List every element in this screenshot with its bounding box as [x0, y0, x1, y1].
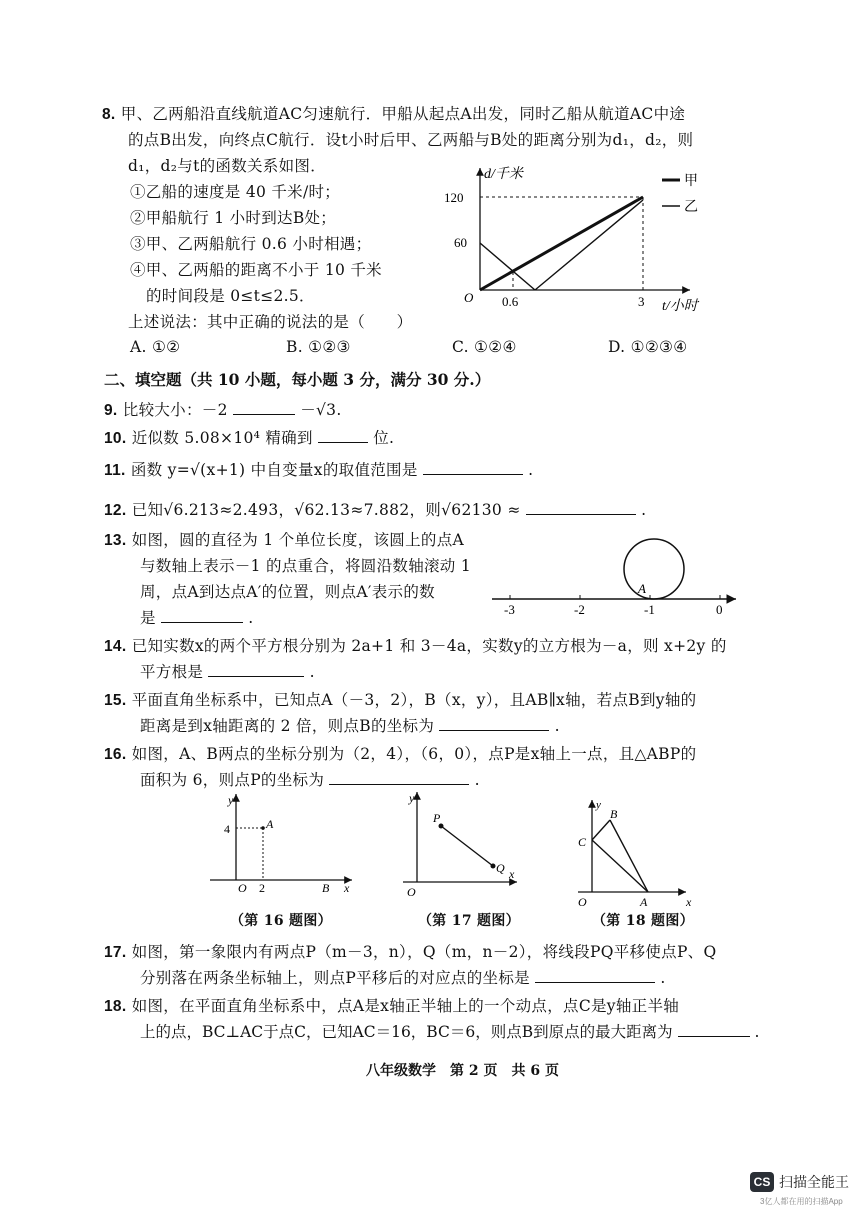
- fig16-caption: （第 16 题图）: [230, 913, 332, 929]
- q16-text-1: 如图，A、B两点的坐标分别为（2，4），（6，0），点P是x轴上一点，且△ABP的: [131, 745, 697, 763]
- q12-number: 12.: [104, 502, 127, 519]
- fig16-a: A: [266, 817, 274, 831]
- q15-number: 15.: [104, 692, 127, 709]
- fig18-x-label: x: [686, 895, 692, 909]
- q13-number: 13.: [104, 532, 127, 549]
- q13-blank[interactable]: [161, 621, 243, 623]
- q16-blank[interactable]: [329, 783, 469, 785]
- q11-pre: 函数 y=√(x+1) 中自变量x的取值范围是: [130, 461, 418, 479]
- fig17-y-label: y: [409, 791, 415, 805]
- q11-blank[interactable]: [423, 473, 523, 475]
- q13-line3: 周，点A到达点A′的位置，则点A′表示的数: [140, 583, 435, 601]
- q13-line1: [104, 528, 464, 550]
- fig17-x-label: x: [509, 867, 515, 881]
- section-heading: 二、填空题（共 10 小题，每小题 3 分，满分 30 分.）: [104, 370, 491, 389]
- q11-post: .: [528, 461, 534, 479]
- fig17-q: Q: [496, 861, 505, 875]
- fig16-two: 2: [259, 881, 265, 895]
- q8-option-c: C. ①②④: [452, 338, 517, 356]
- fig18-a: A: [640, 895, 648, 909]
- q8-graph: [440, 160, 720, 320]
- scanner-logo-icon: CS: [750, 1172, 774, 1192]
- q8-legend-1: 甲: [684, 174, 698, 189]
- q8-line-jia-down: [480, 243, 535, 290]
- q16-post: .: [474, 771, 480, 789]
- q9-number: 9.: [104, 402, 118, 419]
- q18-blank[interactable]: [678, 1035, 750, 1037]
- q14-line2: [140, 660, 315, 682]
- q8-option-a: A. ①②: [130, 338, 181, 356]
- q8-legend-2: 乙: [684, 200, 698, 215]
- fig17-p: P: [433, 811, 441, 825]
- q13-point-a: A: [638, 581, 646, 596]
- q8-ylabel: d/千米: [484, 167, 523, 182]
- q10-blank[interactable]: [318, 441, 368, 443]
- fig18-c: C: [578, 835, 587, 849]
- q16-number: 16.: [104, 746, 127, 763]
- fig18-caption: （第 18 题图）: [592, 913, 694, 929]
- q14-line1: [104, 634, 727, 656]
- q15-line1: [104, 688, 696, 710]
- q13-circle: [624, 539, 684, 599]
- q13-text-1: 如图，圆的直径为 1 个单位长度，该圆上的点A: [131, 531, 464, 549]
- q13-post: .: [248, 609, 254, 627]
- fig18-bc: [592, 820, 610, 840]
- fig16-four: 4: [224, 822, 230, 836]
- q10-pre: 近似数 5.08×10⁴ 精确到: [131, 429, 313, 447]
- q12-post: .: [641, 501, 647, 519]
- q10: [104, 426, 394, 448]
- q11-number: 11.: [104, 462, 126, 479]
- q15-pre: 距离是到x轴距离的 2 倍，则点B的坐标为: [140, 717, 435, 735]
- q8-y60: 60: [454, 235, 467, 250]
- q8-ask: 上述说法：其中正确的说法的是（ ）: [128, 313, 413, 331]
- q13-tick-1: -3: [504, 602, 515, 617]
- q15-post: .: [554, 717, 560, 735]
- fig18-ab: [610, 820, 648, 892]
- q18-line1: [104, 994, 679, 1016]
- q9-pre: 比较大小：－2: [122, 401, 228, 419]
- fig16-x-label: x: [344, 881, 350, 895]
- q16-pre: 面积为 6，则点P的坐标为: [140, 771, 325, 789]
- q14-text-1: 已知实数x的两个平方根分别为 2a+1 和 3－4a，实数y的立方根为－a，则 x+2y 的: [131, 637, 727, 655]
- q9-blank[interactable]: [233, 413, 295, 415]
- q17-post: .: [660, 969, 666, 987]
- q10-number: 10.: [104, 430, 127, 447]
- q14-post: .: [309, 663, 315, 681]
- fig18: [570, 794, 700, 912]
- q8-statement-3: ③甲、乙两船航行 0.6 小时相遇；: [130, 235, 372, 253]
- q13-tick-4: 0: [716, 602, 723, 617]
- q8-x3: 3: [638, 294, 645, 309]
- fig18-b: B: [610, 807, 618, 821]
- q18-text-1: 如图，在平面直角坐标系中，点A是x轴正半轴上的一个动点，点C是y轴正半轴: [131, 997, 680, 1015]
- q8-statement-4b: 的时间段是 0≤t≤2.5．: [146, 287, 315, 305]
- q8-statement-4: ④甲、乙两船的距离不小于 10 千米: [130, 261, 382, 279]
- scanner-app-tagline: 3亿人都在用的扫描App: [760, 1197, 843, 1206]
- q9: [104, 398, 342, 420]
- q9-post: －√3.: [300, 401, 342, 419]
- fig17-segment-pq: [441, 826, 493, 866]
- q16-line1: [104, 742, 696, 764]
- q13-line2: 与数轴上表示－1 的点重合，将圆沿数轴滚动 1: [140, 557, 471, 575]
- q8-statement-2: ②甲船航行 1 小时到达B处；: [130, 209, 337, 227]
- q13-tick-2: -2: [574, 602, 585, 617]
- q11: [104, 458, 533, 480]
- q17-number: 17.: [104, 944, 127, 961]
- q8-statement-1: ①乙船的速度是 40 千米/时；: [130, 183, 341, 201]
- q13-pre: 是: [140, 609, 156, 627]
- q13-line4: [140, 606, 254, 628]
- q14-blank[interactable]: [208, 675, 304, 677]
- q8-line2: 的点B出发，向终点C航行．设t小时后甲、乙两船与B处的距离分别为d₁，d₂，则: [128, 131, 694, 149]
- q17-line1: [104, 940, 716, 962]
- q15-blank[interactable]: [439, 729, 549, 731]
- q17-blank[interactable]: [535, 981, 655, 983]
- fig16: [200, 788, 360, 904]
- fig18-y-label: y: [596, 799, 601, 811]
- q8-xlabel: t/小时: [662, 299, 698, 314]
- q14-pre: 平方根是: [140, 663, 204, 681]
- q8-option-d: D. ①②③④: [608, 338, 688, 356]
- fig17-caption: （第 17 题图）: [418, 913, 520, 929]
- q18-number: 18.: [104, 998, 127, 1015]
- q12-pre: 已知√6.213≈2.493，√62.13≈7.882，则√62130 ≈: [131, 501, 521, 519]
- q8-line1: [102, 102, 685, 124]
- fig18-ac: [592, 840, 648, 892]
- q8-option-b: B. ①②③: [286, 338, 351, 356]
- q17-text-1: 如图，第一象限内有两点P（m－3，n），Q（m，n－2），将线段PQ平移使点P、Q: [131, 943, 717, 961]
- q8-line-yi: [535, 200, 643, 290]
- q15-line2: [140, 714, 560, 736]
- fig16-origin: O: [238, 881, 247, 895]
- q14-number: 14.: [104, 638, 127, 655]
- scanner-app-name: 扫描全能王: [779, 1174, 849, 1190]
- q8-x06: 0.6: [502, 294, 519, 309]
- q10-post: 位.: [373, 429, 395, 447]
- q8-line-jia: [480, 197, 643, 290]
- fig18-origin: O: [578, 895, 587, 909]
- q13-figure: [488, 535, 748, 617]
- q17-line2: [140, 966, 666, 988]
- q12: [104, 498, 646, 520]
- q18-pre: 上的点，BC⊥AC于点C，已知AC＝16，BC＝6，则点B到原点的最大距离为: [140, 1023, 673, 1041]
- q8-y120: 120: [444, 190, 464, 205]
- q18-post: .: [754, 1023, 760, 1041]
- q8-number: 8.: [102, 106, 116, 123]
- q13-tick-3: -1: [644, 602, 655, 617]
- fig16-b: B: [322, 881, 330, 895]
- q8-origin: O: [464, 290, 474, 305]
- fig17-origin: O: [407, 885, 416, 899]
- fig16-y-label: y: [228, 793, 234, 807]
- q15-text-1: 平面直角坐标系中，已知点A（－3，2），B（x，y），且AB∥x轴，若点B到y轴的: [131, 691, 697, 709]
- q8-text-1: 甲、乙两船沿直线航道AC匀速航行．甲船从起点A出发，同时乙船从航道AC中途: [120, 105, 686, 123]
- q17-pre: 分别落在两条坐标轴上，则点P平移后的对应点的坐标是: [140, 969, 530, 987]
- fig17: [395, 786, 525, 904]
- page-footer: 八年级数学 第 2 页 共 6 页: [366, 1063, 559, 1079]
- q18-line2: [140, 1020, 759, 1042]
- q12-blank[interactable]: [526, 513, 636, 515]
- q8-line3: d₁，d₂与t的函数关系如图．: [128, 157, 327, 175]
